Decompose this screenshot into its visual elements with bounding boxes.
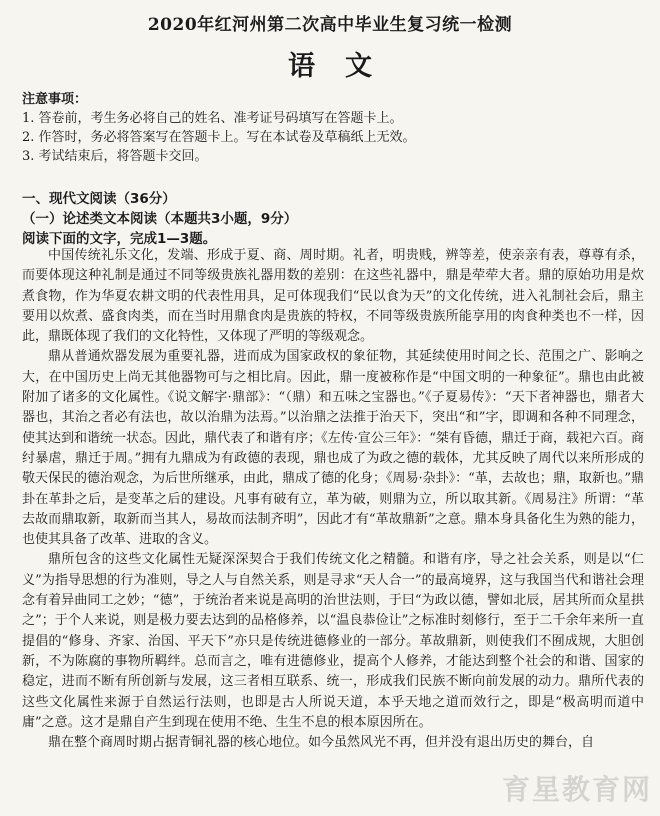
exam-title: 2020年红河州第二次高中毕业生复习统一检测: [147, 15, 513, 35]
note-item: 3. 考试结束后，将答题卡交回。: [22, 149, 208, 164]
section-heading: 一、现代文阅读（36分）: [22, 191, 176, 207]
notes-heading: 注意事项：: [22, 92, 88, 107]
note-item: 1. 答卷前，考生务必将自己的姓名、准考证号码填写在答题卡上。: [22, 111, 403, 126]
reading-instruction: 阅读下面的文字，完成1—3题。: [22, 231, 217, 247]
reading-passage: [22, 246, 644, 753]
passage-paragraph: 鼎在整个商周时期占据青铜礼器的核心地位。如今虽然风光不再，但并没有退出历史的舞台，自: [48, 735, 595, 751]
note-item: 2. 作答时，务必将答案写在答题卡上。写在本试卷及草稿纸上无效。: [22, 130, 416, 145]
passage-paragraph: 鼎从普通炊器发展为重要礼器，进而成为国家政权的象征物，其延续使用时间之长、范围之广、影响之大，在中国历史上尚无其他器物可与之相比肩。因此，鼎一度被称作是“中国文明的一种象征”。鼎也由此被附加了诸多的文化属性。《说文解字·鼎部》：“（鼎）和五味之宝器也。”《子夏易传》：“天下者神器也，鼎者大器也，其治之者必有法也，故以治鼎为法焉。”以治鼎之法推于治天下，突出“和”字，即调和各种不同理念，使其达到和谐统一状态。因此，鼎代表了和谐有序；《左传·宣公三年》：“桀有昏德，鼎迁于商，载祀六百。商纣暴虐，鼎迁于周。”拥有九鼎成为有政德的表现，鼎也成了为政之德的载体，尤其反映了周代以来所形成的敬天保民的德治观念，为后世所继承，由此，鼎成了德的化身；《周易·杂卦》：“革，去故也；鼎，取新也。”鼎卦在革卦之后，是变革之后的建设。凡事有破有立，革为破，则鼎为立，所以取其新。《周易注》所谓：“革去故而鼎取新，取新而当其人，易故而法制齐明”，因此才有“革故鼎新”之意。鼎本身具备化生为熟的能力，也使其具备了改革、进取的含义。: [22, 349, 644, 548]
notes-block: [22, 90, 642, 166]
watermark-logo: 育星教育网: [501, 773, 652, 806]
subject-title: 语文: [288, 51, 402, 82]
passage-paragraph: 鼎所包含的这些文化属性无疑深深契合于我们传统文化之精髓。和谐有序，导之社会关系，则是以“仁义”为指导思想的行为准则，导之人与自然关系，则是寻求“天人合一”的最高境界，这与我国当代和谐社会理念有着异曲同工之妙；“德”，于统治者来说是高明的治世法则，于曰“为政以德，譬如北辰，居其所而众星拱之”；于个人来说，则是极力要去达到的品格修养，以“温良恭俭让”之标准时刻修行，至于二千余年来所一直提倡的“修身、齐家、治国、平天下”亦只是传统进德修业的一部分。革故鼎新，则使我们不囿成规，大胆创新，不为陈腐的事物所羁绊。总而言之，唯有进德修业，提高个人修养，才能达到整个社会的和谐、国家的稳定，进而不断有所创新与发展，这三者相互联系、统一，形成我们民族不断向前发展的动力。鼎所代表的这些文化属性来源于自然运行法则，也即是古人所说天道，本乎天地之道而效行之，即是“极高明而道中庸”之意。这才是鼎自产生到现在使用不绝、生生不息的根本原因所在。: [22, 552, 644, 730]
subsection-heading: （一）论述类文本阅读（本题共3小题，9分）: [22, 211, 298, 227]
passage-paragraph: 中国传统礼乐文化，发端、形成于夏、商、周时期。礼者，明贵贱，辨等差，使亲亲有表，尊尊有杀，而要体现这种礼制是通过不同等级贵族礼器用数的差别：在这些礼器中，鼎是荦荦大者。鼎的原始功用是炊煮食物，作为华夏农耕文明的代表性用具，足可体现我们“民以食为天”的文化传统，进入礼制社会后，鼎主要用以炊煮、盛食肉类，而在当时用鼎食肉是贵族的特权，不同等级贵族所能享用的肉食种类也不一样，因此，鼎既体现了我们的文化特性，又体现了严明的等级观念。: [22, 248, 644, 345]
